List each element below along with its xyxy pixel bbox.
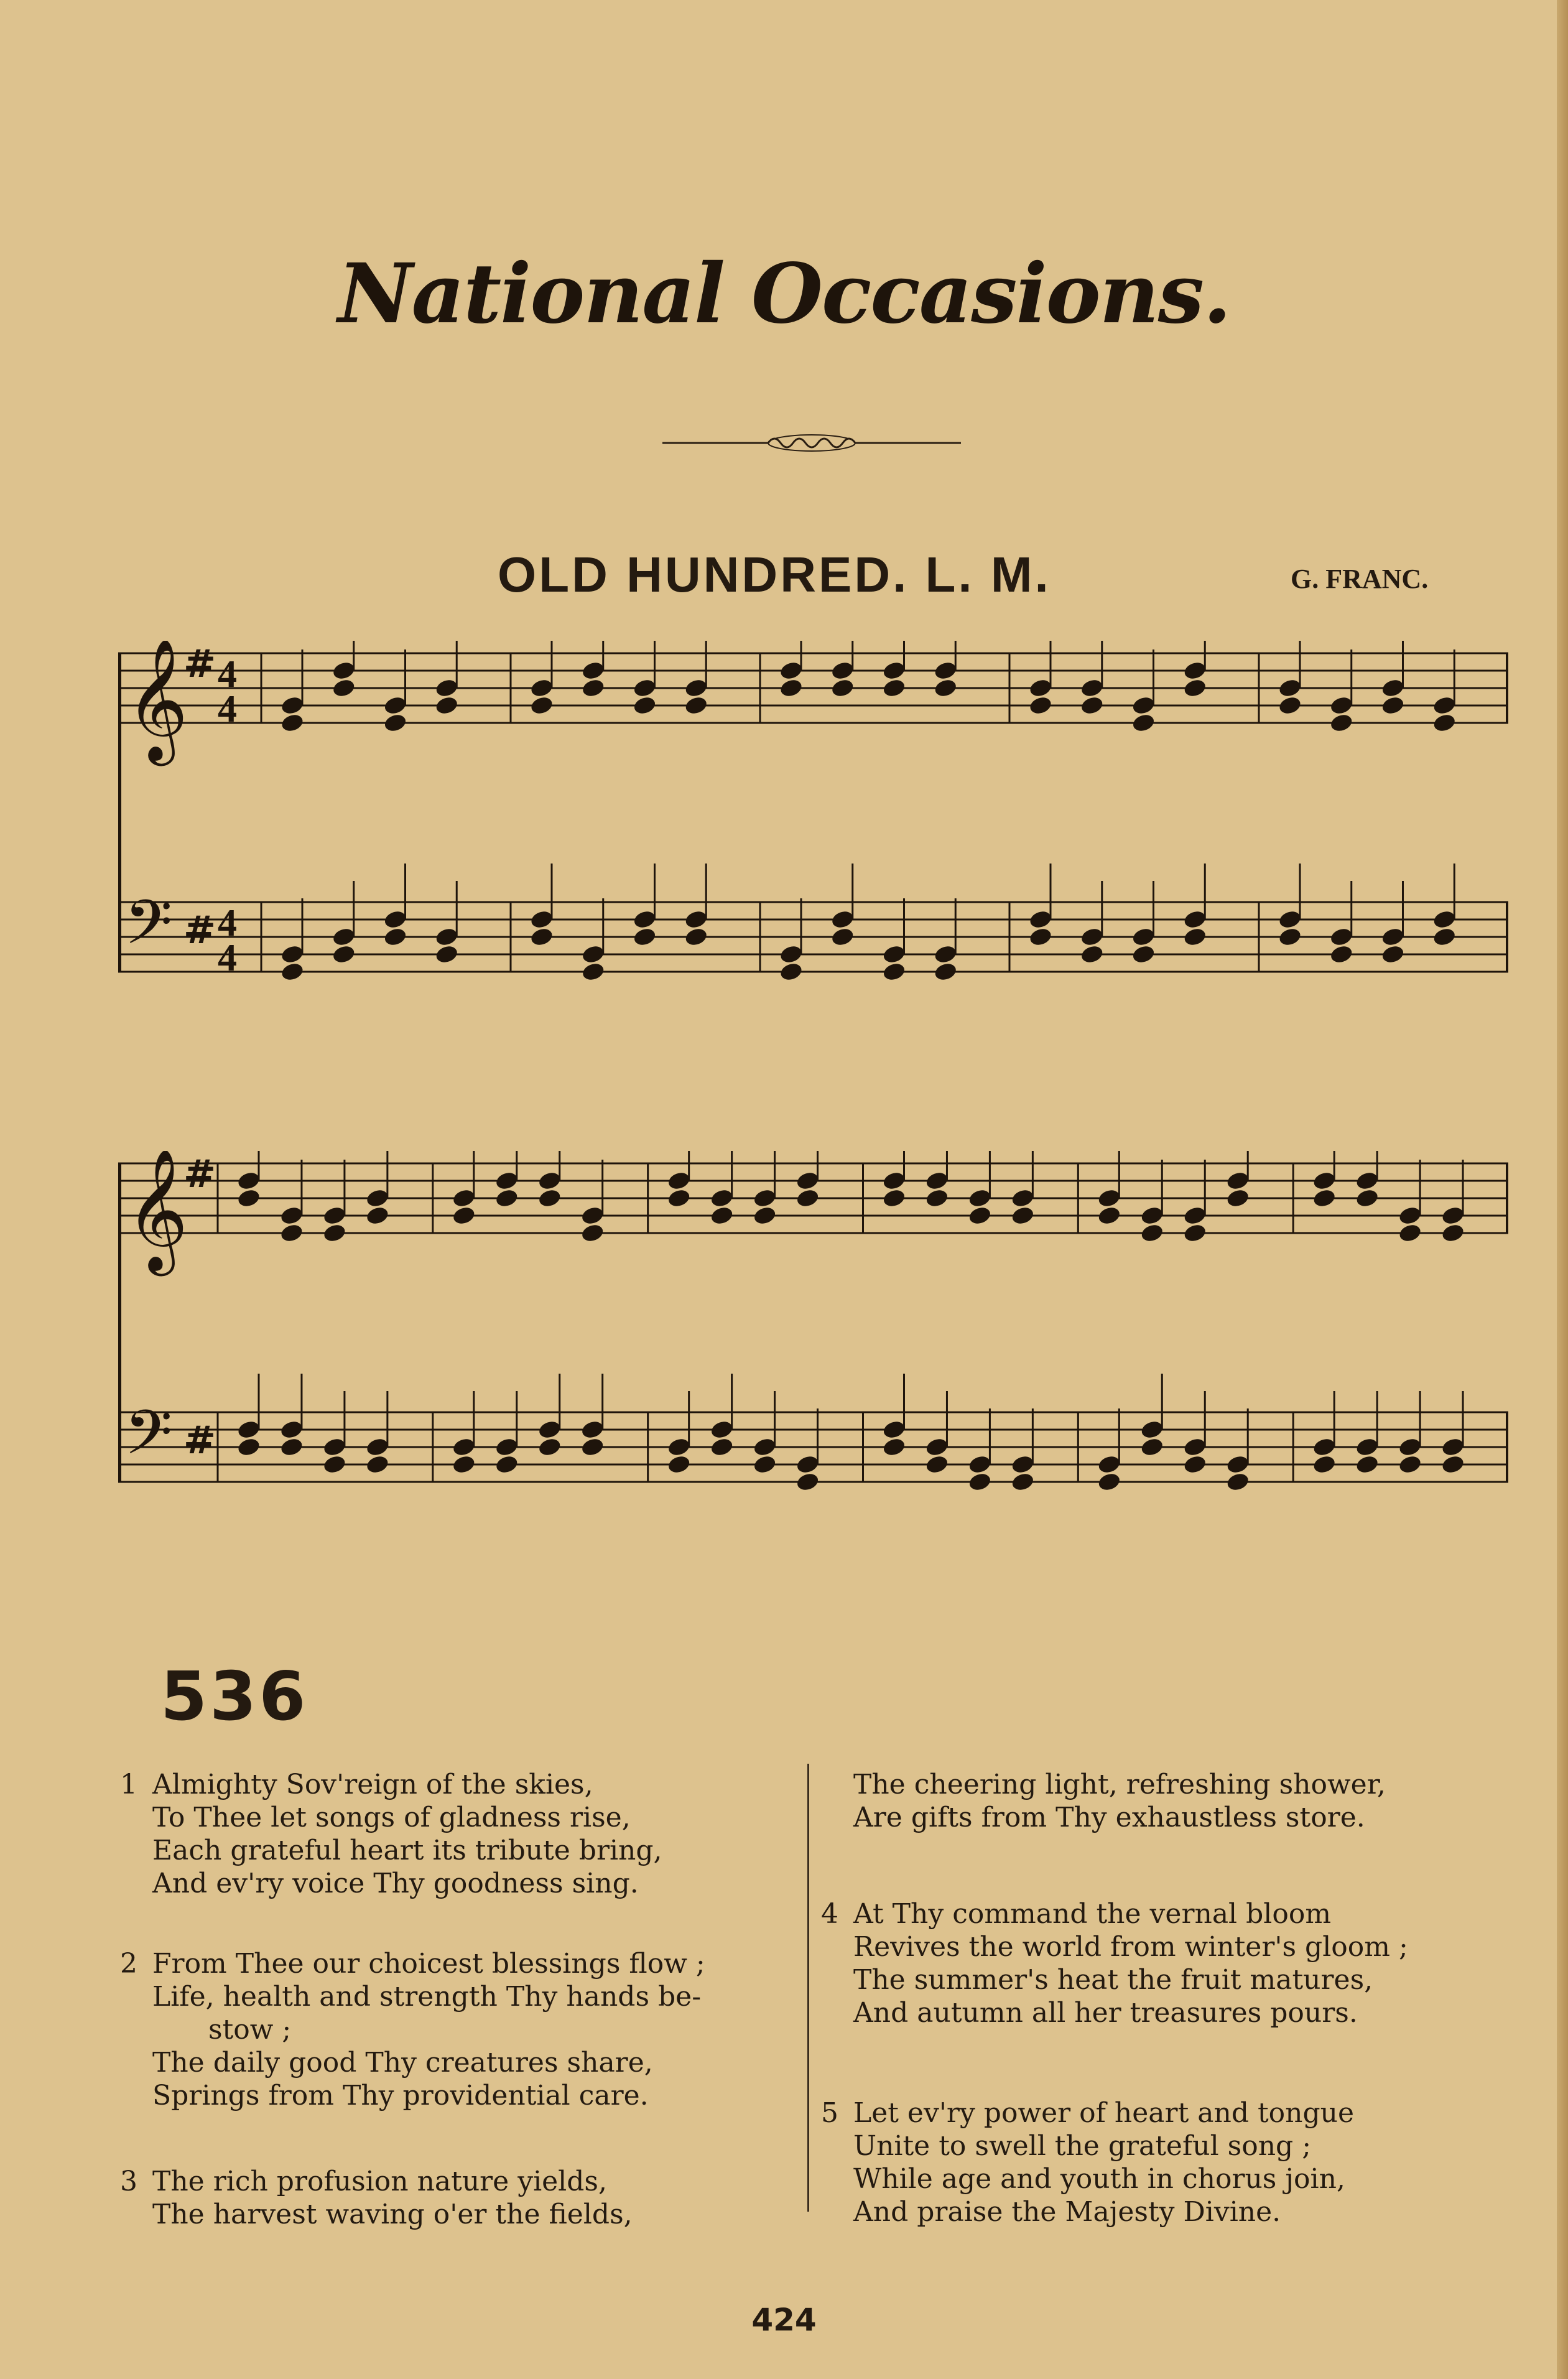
treble-note xyxy=(933,660,958,681)
verse-5 xyxy=(821,2097,1355,2228)
bass-note xyxy=(967,1454,992,1475)
treble-note xyxy=(365,1205,390,1226)
bass-note xyxy=(710,1419,735,1440)
verse-line: Life, health and strength Thy hands be- xyxy=(152,1981,702,2013)
time-signature-treble-bottom: 4 xyxy=(218,688,237,730)
bass-clef: 𝄢 xyxy=(124,1397,173,1484)
treble-note xyxy=(1139,1222,1164,1244)
bass-note xyxy=(494,1436,519,1458)
bass-note xyxy=(434,926,459,947)
treble-note xyxy=(1278,695,1302,716)
bass-note xyxy=(537,1419,562,1440)
bass-note xyxy=(1028,926,1053,947)
bass-note xyxy=(1131,926,1156,947)
treble-note xyxy=(494,1188,519,1209)
bass-note xyxy=(236,1419,261,1440)
treble-note xyxy=(779,677,804,699)
bass-note xyxy=(924,1454,949,1475)
treble-note xyxy=(795,1170,820,1191)
treble-note xyxy=(1182,1205,1207,1226)
bass-note xyxy=(279,1419,304,1440)
bass-note xyxy=(632,909,657,930)
bass-note xyxy=(1080,944,1105,965)
treble-note xyxy=(322,1205,347,1226)
treble-note xyxy=(881,1170,906,1191)
treble-note xyxy=(1182,1222,1207,1244)
treble-note xyxy=(1355,1170,1380,1191)
verse-3 xyxy=(120,2165,633,2231)
treble-note xyxy=(1097,1205,1121,1226)
music-system-2 xyxy=(118,1151,1508,1574)
time-signature-treble-top: 4 xyxy=(218,653,237,696)
bass-note xyxy=(580,1419,605,1440)
bass-note xyxy=(1440,1436,1465,1458)
treble-note xyxy=(1398,1222,1422,1244)
treble-note xyxy=(452,1205,476,1226)
bass-note xyxy=(881,1419,906,1440)
treble-note xyxy=(684,695,708,716)
bass-note xyxy=(1380,926,1405,947)
treble-note xyxy=(1080,677,1105,699)
treble-note xyxy=(537,1188,562,1209)
verse-line: And ev'ry voice Thy goodness sing. xyxy=(152,1868,639,1899)
treble-note xyxy=(1131,712,1156,733)
tune-title: OLD HUNDRED. L. M. xyxy=(498,547,1051,602)
bass-note xyxy=(1182,1436,1207,1458)
section-title: National Occasions. xyxy=(338,246,1230,342)
treble-note xyxy=(632,695,657,716)
treble-note xyxy=(236,1170,261,1191)
bass-note xyxy=(581,961,606,982)
bass-note xyxy=(280,944,305,965)
key-sharp: # xyxy=(183,907,216,952)
verse-line: And autumn all her treasures pours. xyxy=(853,1997,1358,2029)
treble-note xyxy=(1355,1188,1380,1209)
bass-note xyxy=(753,1436,777,1458)
verse-1 xyxy=(120,1768,662,1900)
treble-note xyxy=(1010,1188,1035,1209)
bass-note xyxy=(1312,1454,1337,1475)
verse-number: 2 xyxy=(120,1948,137,1980)
bass-note xyxy=(1312,1436,1337,1458)
bass-note xyxy=(383,926,407,947)
treble-note xyxy=(967,1188,992,1209)
treble-note xyxy=(494,1170,519,1191)
verse-number: 1 xyxy=(120,1769,137,1800)
composer: G. FRANC. xyxy=(1291,564,1429,594)
treble-note xyxy=(1398,1205,1422,1226)
bass-note xyxy=(667,1454,692,1475)
treble-note xyxy=(795,1188,820,1209)
bass-note xyxy=(332,944,356,965)
treble-note xyxy=(529,695,554,716)
treble-note xyxy=(280,695,305,716)
treble-note xyxy=(332,677,356,699)
bass-note xyxy=(1440,1454,1465,1475)
bass-note xyxy=(924,1436,949,1458)
treble-note xyxy=(1131,695,1156,716)
bass-note xyxy=(529,909,554,930)
treble-note xyxy=(279,1222,304,1244)
treble-note xyxy=(779,660,804,681)
bass-note xyxy=(830,926,855,947)
treble-note xyxy=(332,660,356,681)
treble-note xyxy=(1182,677,1207,699)
verse-3-continued xyxy=(853,1768,1386,1834)
treble-note xyxy=(580,1205,605,1226)
bass-note xyxy=(795,1454,820,1475)
treble-note xyxy=(1312,1170,1337,1191)
bass-note xyxy=(881,1436,906,1458)
treble-note xyxy=(383,695,407,716)
bass-note xyxy=(1398,1454,1422,1475)
bass-note xyxy=(1080,926,1105,947)
treble-note xyxy=(1329,695,1354,716)
treble-note xyxy=(581,660,606,681)
verse-line: While age and youth in chorus join, xyxy=(853,2163,1345,2195)
bass-note xyxy=(322,1436,347,1458)
verse-line: And praise the Majesty Divine. xyxy=(853,2196,1281,2228)
page-number: 424 xyxy=(751,2302,817,2338)
bass-note xyxy=(1097,1454,1121,1475)
bass-note xyxy=(236,1436,261,1458)
verse-number: 5 xyxy=(821,2097,838,2129)
treble-note xyxy=(1432,712,1457,733)
treble-note xyxy=(580,1222,605,1244)
treble-note xyxy=(1329,712,1354,733)
verse-line: Unite to swell the grateful song ; xyxy=(853,2130,1312,2162)
verse-line: At Thy command the vernal bloom xyxy=(853,1898,1332,1930)
bass-note xyxy=(529,926,554,947)
bass-note xyxy=(452,1436,476,1458)
verse-2 xyxy=(120,1947,705,2112)
bass-note xyxy=(632,926,657,947)
treble-note xyxy=(322,1222,347,1244)
treble-note xyxy=(365,1188,390,1209)
treble-note xyxy=(632,677,657,699)
treble-note xyxy=(1225,1170,1250,1191)
key-sharp: # xyxy=(183,641,216,686)
bass-note xyxy=(1182,926,1207,947)
bass-note xyxy=(881,961,906,982)
bass-note xyxy=(581,944,606,965)
verse-4 xyxy=(821,1897,1408,2029)
treble-note xyxy=(1440,1205,1465,1226)
bass-note xyxy=(1131,944,1156,965)
treble-note xyxy=(434,677,459,699)
treble-note xyxy=(581,677,606,699)
verse-line: The rich profusion nature yields, xyxy=(152,2166,607,2197)
treble-note xyxy=(1225,1188,1250,1209)
treble-clef: 𝄞 xyxy=(126,1151,188,1271)
bass-note xyxy=(365,1436,390,1458)
bass-note xyxy=(1380,944,1405,965)
treble-note xyxy=(1182,660,1207,681)
bass-note xyxy=(1225,1471,1250,1492)
bass-note xyxy=(1139,1419,1164,1440)
treble-note xyxy=(1312,1188,1337,1209)
treble-note xyxy=(924,1170,949,1191)
treble-note xyxy=(434,695,459,716)
treble-note xyxy=(1380,677,1405,699)
bass-note xyxy=(1139,1436,1164,1458)
verse-line: Almighty Sov'reign of the skies, xyxy=(152,1769,593,1800)
treble-note xyxy=(1097,1188,1121,1209)
hymn-number: 536 xyxy=(160,1658,308,1736)
treble-note xyxy=(452,1188,476,1209)
treble-note xyxy=(753,1188,777,1209)
bass-note xyxy=(1278,926,1302,947)
treble-note xyxy=(667,1188,692,1209)
bass-note xyxy=(1225,1454,1250,1475)
verse-number: 3 xyxy=(120,2166,137,2197)
treble-note xyxy=(1139,1205,1164,1226)
bass-note xyxy=(1355,1436,1380,1458)
treble-clef: 𝄞 xyxy=(126,641,188,761)
verse-line: The cheering light, refreshing shower, xyxy=(853,1769,1386,1800)
treble-note xyxy=(710,1205,735,1226)
bass-note xyxy=(684,926,708,947)
bass-note xyxy=(537,1436,562,1458)
treble-note xyxy=(1028,677,1053,699)
bass-note xyxy=(580,1436,605,1458)
verse-line: Let ev'ry power of heart and tongue xyxy=(853,2097,1355,2129)
bass-note xyxy=(830,909,855,930)
bass-note xyxy=(779,944,804,965)
verse-line: The summer's heat the fruit matures, xyxy=(853,1964,1373,1996)
verse-line: stow ; xyxy=(208,2014,292,2046)
verse-number: 4 xyxy=(821,1898,838,1930)
treble-note xyxy=(684,677,708,699)
treble-note xyxy=(1010,1205,1035,1226)
treble-note xyxy=(933,677,958,699)
bass-note xyxy=(1182,1454,1207,1475)
bass-note xyxy=(1278,909,1302,930)
bass-note xyxy=(779,961,804,982)
verse-line: Are gifts from Thy exhaustless store. xyxy=(853,1802,1365,1833)
bass-note xyxy=(667,1436,692,1458)
bass-note xyxy=(279,1436,304,1458)
bass-note xyxy=(710,1436,735,1458)
treble-note xyxy=(280,712,305,733)
bass-note xyxy=(1182,909,1207,930)
treble-note xyxy=(1432,695,1457,716)
bass-note xyxy=(1329,926,1354,947)
bass-note xyxy=(933,961,958,982)
treble-note xyxy=(924,1188,949,1209)
bass-note xyxy=(332,926,356,947)
treble-note xyxy=(667,1170,692,1191)
treble-note xyxy=(881,1188,906,1209)
treble-note xyxy=(236,1188,261,1209)
bass-clef: 𝄢 xyxy=(124,887,173,974)
verse-line: The daily good Thy creatures share, xyxy=(152,2047,653,2079)
bass-note xyxy=(1398,1436,1422,1458)
bass-note xyxy=(434,944,459,965)
bass-note xyxy=(967,1471,992,1492)
bass-note xyxy=(684,909,708,930)
verse-line: Revives the world from winter's gloom ; xyxy=(853,1931,1408,1963)
treble-note xyxy=(967,1205,992,1226)
column-divider xyxy=(807,1764,809,2212)
verse-line: The harvest waving o'er the fields, xyxy=(152,2199,633,2230)
bass-note xyxy=(933,944,958,965)
verse-line: To Thee let songs of gladness rise, xyxy=(152,1802,631,1833)
treble-note xyxy=(537,1170,562,1191)
bass-note xyxy=(1010,1471,1035,1492)
bass-note xyxy=(881,944,906,965)
treble-note xyxy=(279,1205,304,1226)
treble-note xyxy=(881,660,906,681)
bass-note xyxy=(494,1454,519,1475)
treble-note xyxy=(1380,695,1405,716)
bass-note xyxy=(1432,926,1457,947)
bass-note xyxy=(1432,909,1457,930)
bass-note xyxy=(322,1454,347,1475)
bass-note xyxy=(365,1454,390,1475)
bass-note xyxy=(452,1454,476,1475)
bass-note xyxy=(795,1471,820,1492)
treble-note xyxy=(1080,695,1105,716)
verse-line: From Thee our choicest blessings flow ; xyxy=(152,1948,705,1980)
bass-note xyxy=(1355,1454,1380,1475)
bass-note xyxy=(383,909,407,930)
bass-note xyxy=(280,961,305,982)
bass-note xyxy=(1329,944,1354,965)
treble-note xyxy=(753,1205,777,1226)
treble-note xyxy=(830,677,855,699)
time-signature-bass-bottom: 4 xyxy=(218,937,237,979)
key-sharp: # xyxy=(183,1417,216,1463)
key-sharp: # xyxy=(183,1151,216,1196)
bass-note xyxy=(753,1454,777,1475)
verse-line: Each grateful heart its tribute bring, xyxy=(152,1835,662,1866)
page-edge xyxy=(1557,0,1568,2379)
verse-line: Springs from Thy providential care. xyxy=(152,2080,649,2111)
music-system-1 xyxy=(118,641,1508,1051)
bass-note xyxy=(1097,1471,1121,1492)
bass-note xyxy=(1010,1454,1035,1475)
time-signature-bass-top: 4 xyxy=(218,902,237,944)
treble-note xyxy=(1028,695,1053,716)
treble-note xyxy=(529,677,554,699)
ornament-divider xyxy=(662,429,961,457)
treble-note xyxy=(383,712,407,733)
treble-note xyxy=(881,677,906,699)
treble-note xyxy=(830,660,855,681)
treble-note xyxy=(1440,1222,1465,1244)
treble-note xyxy=(1278,677,1302,699)
bass-note xyxy=(1028,909,1053,930)
treble-note xyxy=(710,1188,735,1209)
